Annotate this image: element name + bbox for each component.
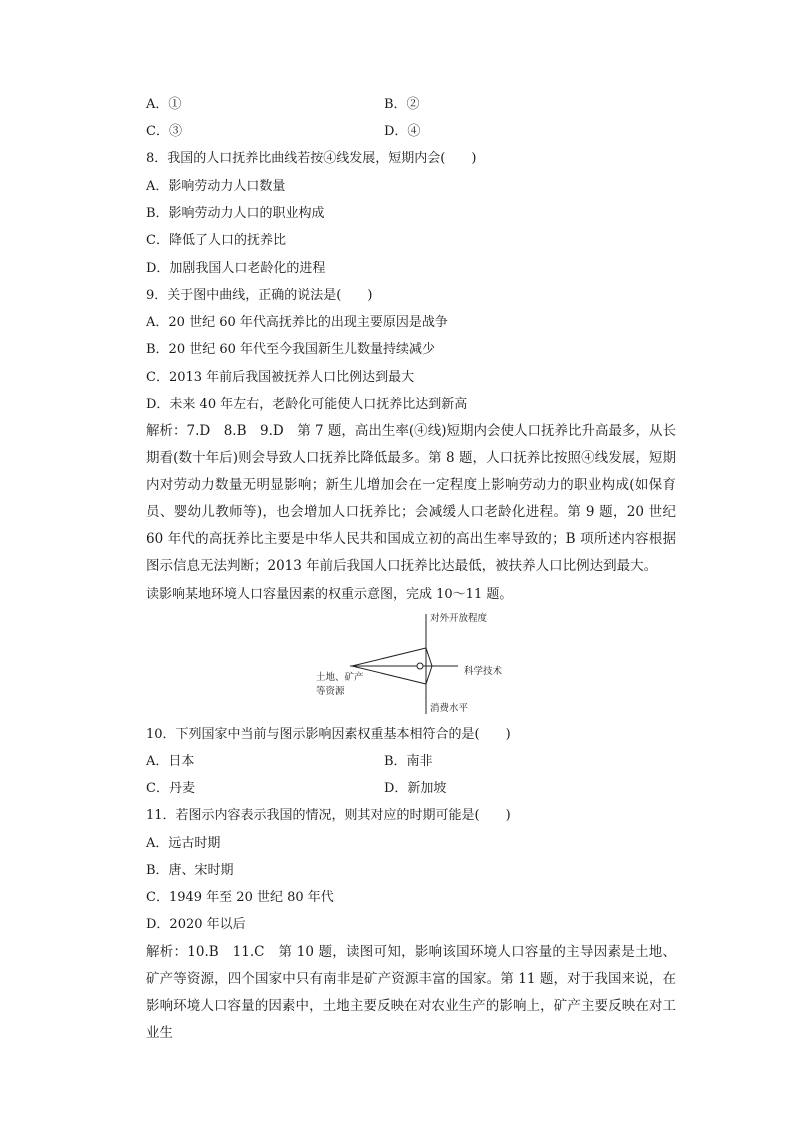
label-resources-1: 土地、矿产 <box>316 672 364 683</box>
intro-10-11: 读影响某地环境人口容量因素的权重示意图，完成 10～11 题。 <box>146 587 513 602</box>
q10-option-b: B．南非 <box>384 754 433 769</box>
q11-option-d: D．2020 年以后 <box>146 917 246 932</box>
q8-option-a: A．影响劳动力人口数量 <box>146 179 286 194</box>
q7-option-a: A．① <box>146 97 182 112</box>
label-consumption: 消费水平 <box>430 703 469 714</box>
label-resources-2: 等资源 <box>316 686 345 697</box>
q9-option-d: D．未来 40 年左右，老龄化可能使人口抚养比达到新高 <box>146 397 468 412</box>
q7-option-b: B．② <box>384 97 420 112</box>
q10-option-a: A．日本 <box>146 754 195 769</box>
q7-option-c: C．③ <box>146 124 182 139</box>
q11-option-c: C．1949 年至 20 世纪 80 年代 <box>146 890 334 905</box>
q11-stem: 11．若图示内容表示我国的情况，则其对应的时期可能是( ) <box>146 808 511 823</box>
q9-option-b: B．20 世纪 60 年代至今我国新生儿数量持续减少 <box>146 342 436 357</box>
q9-option-c: C．2013 年前后我国被抚养人口比例达到最大 <box>146 370 415 385</box>
q8-option-b: B．影响劳动力人口的职业构成 <box>146 206 325 221</box>
q9-option-a: A．20 世纪 60 年代高抚养比的出现主要原因是战争 <box>146 315 448 330</box>
analysis-7-9: 解析：7.D 8.B 9.D 第 7 题，高出生率(④线)短期内会使人口抚养比升高最多，从长期看(数十年后)则会导致人口抚养比降低最多。第 8 题，人口抚养比按照④线发展，短期内对劳动力数量无明显影响；新生儿增加会在一定程度上影响劳动力的职业构成(如保育员、婴幼儿教师等)，也会增加人口抚养比；会减缓人口老龄化进程。第 9 题，20 世纪 60 年代的高抚养比主要是中华人民共和国成立初的高出生率导致的；B 项所述内容根据图示信息无法判断；2013 年前后我国人口抚养比达最低，被扶养人口比例达到最大。 <box>146 423 676 574</box>
analysis-10-11: 解析：10.B 11.C 第 10 题，读图可知，影响该国环境人口容量的主导因素是土地、矿产等资源，四个国家中只有南非是矿产资源丰富的国家。第 11 题，对于我国来说，在影响环境人口容量的因素中，土地主要反映在对农业生产的影响上，矿产主要反映在对工业生 <box>146 944 676 1041</box>
q10-option-c: C．丹麦 <box>146 781 195 796</box>
label-technology: 科学技术 <box>464 666 503 677</box>
q8-stem: 8．我国的人口抚养比曲线若按④线发展，短期内会( ) <box>146 151 477 166</box>
q11-option-a: A．远古时期 <box>146 836 221 851</box>
q8-option-c: C．降低了人口的抚养比 <box>146 233 286 248</box>
q11-option-b: B．唐、宋时期 <box>146 863 234 878</box>
q9-stem: 9．关于图中曲线，正确的说法是( ) <box>146 288 373 303</box>
q7-option-d: D．④ <box>384 124 421 139</box>
q10-option-d: D．新加坡 <box>384 781 447 796</box>
label-openness: 对外开放程度 <box>430 613 488 624</box>
q10-stem: 10．下列国家中当前与图示影响因素权重基本相符合的是( ) <box>146 727 511 742</box>
q8-option-d: D．加剧我国人口老龄化的进程 <box>146 261 326 276</box>
center-circle <box>417 663 423 669</box>
